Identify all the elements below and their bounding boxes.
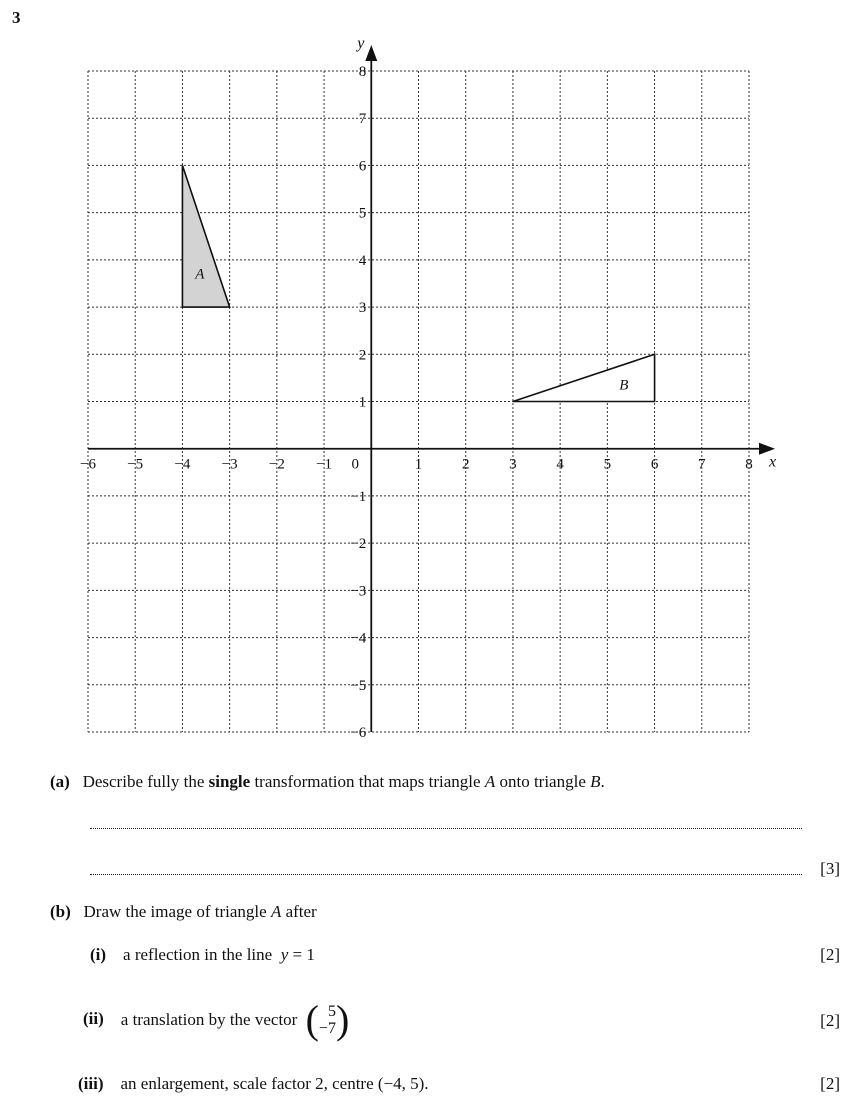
triangle-a-label: A	[195, 266, 205, 283]
part-b-i-eq: = 1	[288, 945, 315, 964]
x-tick-label: −3	[221, 456, 238, 473]
x-axis-label: x	[769, 453, 777, 471]
y-axis-label: y	[357, 35, 365, 52]
right-paren: )	[335, 997, 350, 1042]
translation-vector	[305, 997, 350, 1042]
triangle-b	[513, 354, 655, 401]
y-tick-label: 3	[358, 300, 367, 317]
x-tick-label: 3	[509, 456, 517, 473]
y-tick-label: 5	[358, 205, 367, 222]
part-a-end: .	[600, 772, 605, 791]
part-b-i-text: a reflection in the line	[123, 945, 273, 964]
part-b-ii	[83, 997, 350, 1042]
x-tick-label: 5	[603, 456, 612, 473]
part-b-text: Draw the image of triangle	[83, 902, 267, 921]
question-number: 3	[12, 8, 21, 27]
part-b-i-label: (i)	[90, 945, 107, 964]
part-a-triangle-b: B	[590, 772, 601, 791]
part-b-ii-marks: [2]	[820, 1011, 840, 1030]
y-tick-label: −3	[350, 583, 367, 600]
y-tick-label: −6	[350, 725, 367, 741]
part-a-label: (a)	[50, 772, 70, 791]
part-a-text-3: onto triangle	[499, 772, 586, 791]
left-paren: (	[305, 997, 319, 1042]
part-b-iii-text: an enlargement, scale factor 2, centre (−4, 5).	[120, 1074, 429, 1093]
answer-line-2[interactable]	[90, 874, 802, 875]
x-tick-label: −4	[174, 456, 191, 473]
part-b-i	[90, 945, 315, 965]
part-b-iii-label: (iii)	[78, 1074, 104, 1093]
y-tick-label: 8	[358, 64, 367, 80]
part-b-iii-marks: [2]	[820, 1074, 840, 1093]
triangle-a	[182, 165, 229, 307]
part-b-label: (b)	[50, 902, 71, 921]
x-tick-label: −6	[80, 456, 96, 473]
part-b-ii-label: (ii)	[83, 1008, 104, 1028]
y-tick-label: 6	[358, 158, 367, 175]
y-tick-label: −4	[350, 630, 367, 647]
part-b-after: after	[285, 902, 317, 921]
x-tick-label: 6	[650, 456, 659, 473]
vector-top: 5	[327, 1003, 336, 1020]
x-tick-label: −5	[127, 456, 144, 473]
part-b-question	[50, 902, 317, 922]
x-tick-label: 1	[414, 456, 423, 473]
triangle-b-label: B	[619, 377, 629, 394]
part-b-triangle: A	[270, 902, 282, 921]
answer-line-1[interactable]	[90, 828, 802, 829]
part-a-text-1: Describe fully the	[82, 772, 205, 791]
part-a-question	[50, 772, 605, 792]
x-tick-label: 4	[556, 456, 564, 473]
y-tick-label: 7	[358, 111, 367, 128]
y-tick-label: −1	[350, 488, 367, 505]
y-tick-label: 4	[358, 252, 367, 269]
x-tick-label: 2	[461, 456, 470, 473]
y-tick-label: 1	[358, 394, 367, 411]
y-tick-label: −2	[350, 536, 367, 553]
part-a-bold-word: single	[208, 772, 251, 791]
y-tick-label: 2	[358, 347, 367, 364]
y-tick-label: −5	[350, 677, 367, 694]
vector-bottom: −7	[318, 1020, 336, 1037]
x-tick-label: 7	[698, 456, 706, 473]
y-axis-arrow	[365, 45, 377, 61]
part-a-text-2: transformation that maps triangle	[254, 772, 481, 791]
part-a-triangle-a: A	[484, 772, 496, 791]
part-b-iii	[78, 1074, 429, 1094]
part-b-i-marks: [2]	[820, 945, 840, 964]
part-b-i-var: y	[280, 945, 289, 964]
x-tick-label: −1	[316, 456, 333, 473]
x-tick-label: −2	[268, 456, 285, 473]
part-b-ii-text: a translation by the vector	[120, 1010, 298, 1029]
part-a-marks: [3]	[820, 859, 840, 878]
x-tick-label: 0	[351, 456, 360, 473]
x-tick-label: 8	[745, 456, 753, 473]
